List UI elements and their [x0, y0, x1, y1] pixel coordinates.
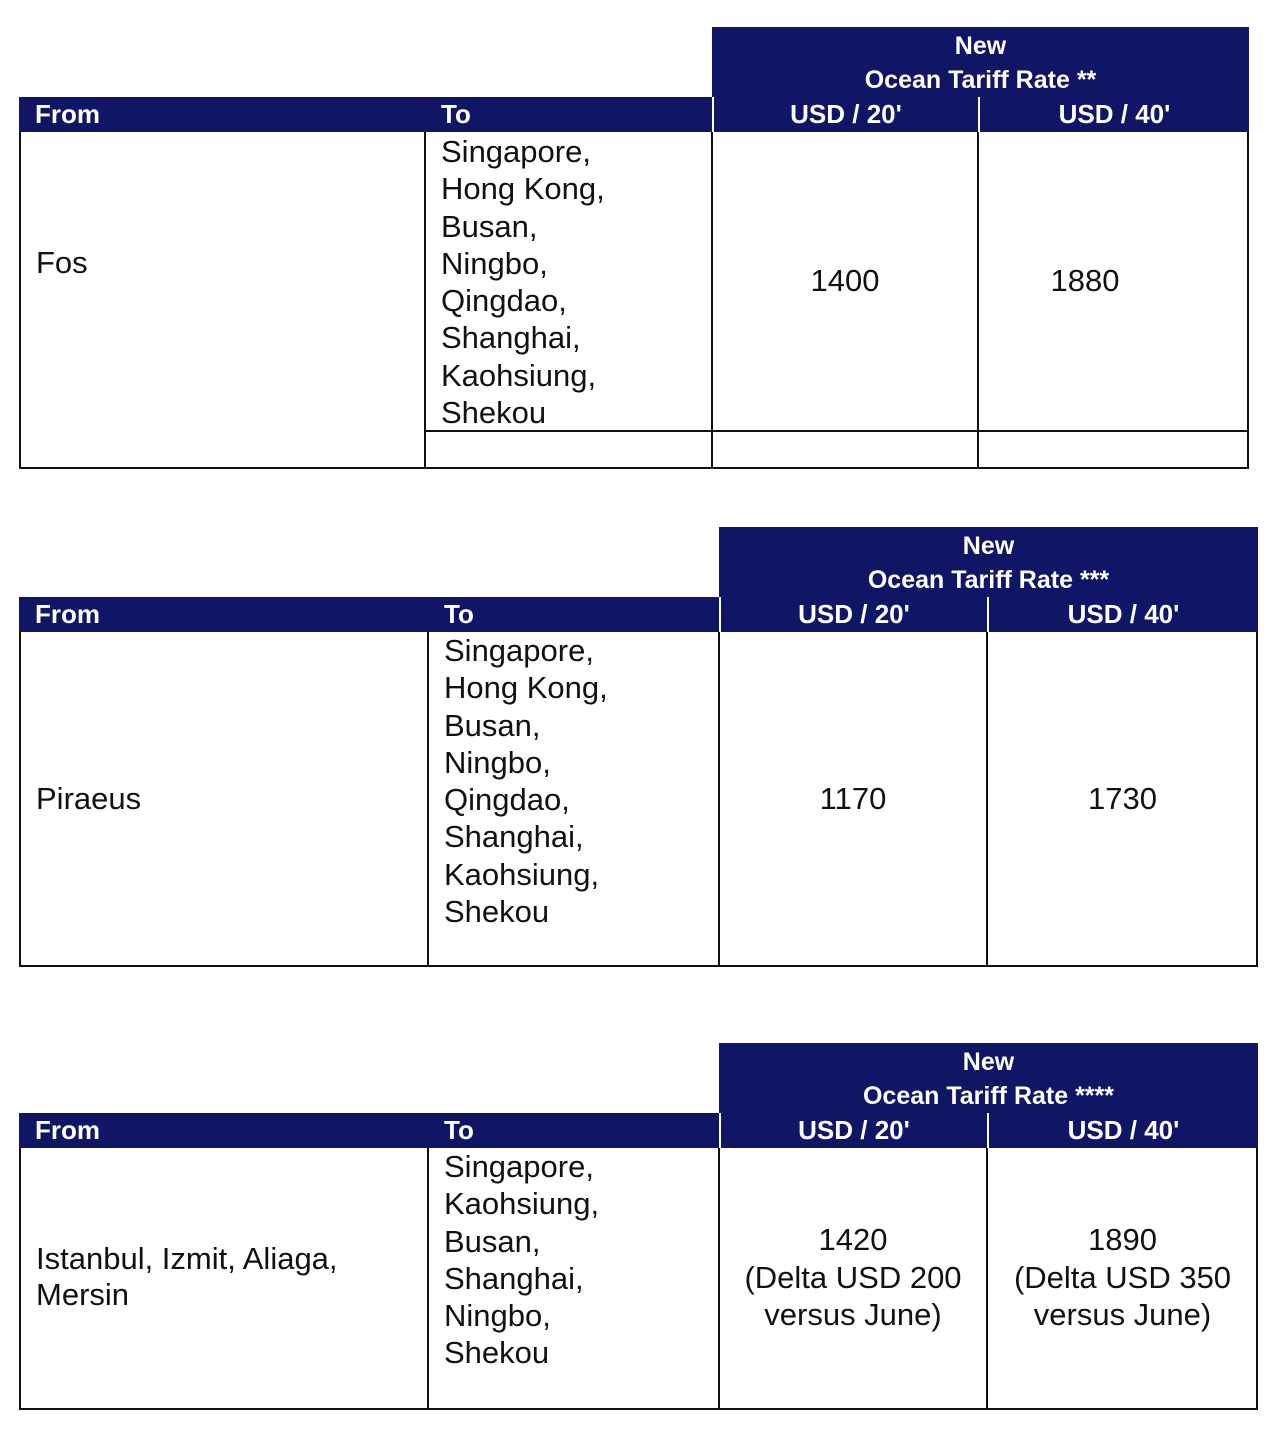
- rate-usd-40: 1730: [1088, 781, 1157, 816]
- col-header-to: To: [428, 597, 719, 632]
- tariff-header-title: New: [954, 32, 1007, 60]
- to-ports: Singapore, Kaohsiung, Busan, Shanghai, Ningbo, Shekou: [444, 1149, 600, 1371]
- rate-usd-20: 1170: [819, 781, 887, 816]
- from-port: Fos: [36, 245, 88, 280]
- col-header-from: From: [19, 97, 425, 132]
- col-header-usd-20: USD / 20': [719, 1113, 987, 1148]
- col-header-to: To: [425, 97, 712, 132]
- col-header-from: From: [19, 597, 428, 632]
- tariff-header-title: New: [962, 532, 1015, 560]
- to-ports: Singapore, Hong Kong, Busan, Ningbo, Qingdao, Shanghai, Kaohsiung, Shekou: [444, 633, 608, 930]
- from-port: Piraeus: [36, 781, 142, 816]
- col-header-usd-40: USD / 40': [987, 597, 1258, 632]
- tariff-header: [719, 1043, 1258, 1113]
- col-header-to: To: [428, 1113, 719, 1148]
- rate-usd-40: 1880: [1050, 263, 1120, 298]
- tariff-header-title: New: [962, 1048, 1015, 1076]
- tariff-header-subtitle: Ocean Tariff Rate **: [864, 66, 1097, 94]
- to-ports: Singapore, Hong Kong, Busan, Ningbo, Qingdao, Shanghai, Kaohsiung, Shekou: [441, 134, 605, 431]
- rate-usd-40: 1890 (Delta USD 350 versus June): [1013, 1222, 1232, 1332]
- col-header-from: From: [19, 1113, 428, 1148]
- tariff-header-subtitle: Ocean Tariff Rate ***: [867, 566, 1110, 594]
- from-ports: Istanbul, Izmit, Aliaga, Mersin: [36, 1241, 338, 1312]
- tariff-header-subtitle: Ocean Tariff Rate ****: [862, 1082, 1114, 1110]
- col-header-usd-40: USD / 40': [987, 1113, 1258, 1148]
- col-header-usd-40: USD / 40': [978, 97, 1249, 132]
- rate-usd-20: 1400: [810, 263, 880, 298]
- col-header-usd-20: USD / 20': [712, 97, 978, 132]
- rate-usd-20: 1420 (Delta USD 200 versus June): [744, 1222, 962, 1332]
- col-header-usd-20: USD / 20': [719, 597, 987, 632]
